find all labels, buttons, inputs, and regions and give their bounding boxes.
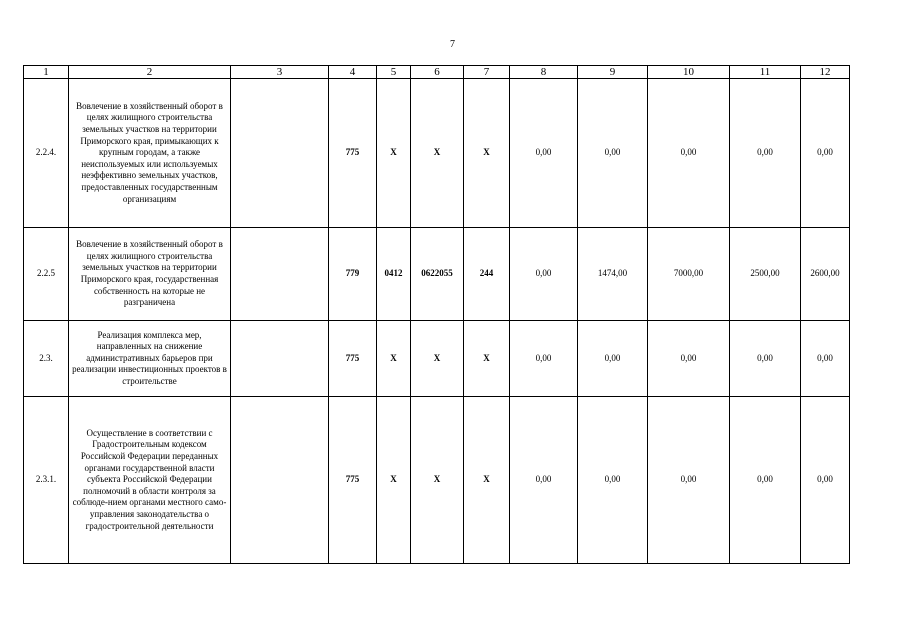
row-col7: Х (464, 321, 510, 397)
row-col10: 7000,00 (648, 228, 730, 321)
table-row (24, 79, 850, 228)
row-col6: Х (411, 321, 464, 397)
row-col10: 0,00 (648, 397, 730, 564)
row-col9: 1474,00 (578, 228, 648, 321)
row-number: 2.3. (24, 321, 69, 397)
row-col6: Х (411, 79, 464, 228)
row-col6: 0622055 (411, 228, 464, 321)
table-row (24, 321, 850, 397)
row-number: 2.3.1. (24, 397, 69, 564)
header-cell: 1 (24, 66, 69, 79)
row-col12: 2600,00 (801, 228, 850, 321)
row-col8: 0,00 (510, 397, 578, 564)
row-col7: Х (464, 79, 510, 228)
header-cell: 4 (329, 66, 377, 79)
row-description: Вовлечение в хозяйственный оборот в целях жилищного строительства земельных участков на территории Приморского края, государственная собственность на которые не разграничена (69, 228, 231, 321)
header-cell: 7 (464, 66, 510, 79)
row-col10: 0,00 (648, 79, 730, 228)
header-cell: 6 (411, 66, 464, 79)
row-number: 2.2.5 (24, 228, 69, 321)
row-col8: 0,00 (510, 228, 578, 321)
header-cell: 12 (801, 66, 850, 79)
row-col11: 0,00 (730, 79, 801, 228)
row-col4: 779 (329, 228, 377, 321)
row-description: Вовлечение в хозяйственный оборот в целях жилищного строительства земельных участков на территории Приморского края, примыкающих к крупным городам, а также неиспользуемых или используемых неэффективно земельных участков, предоставленных государственным организациям (69, 79, 231, 228)
header-cell: 3 (231, 66, 329, 79)
row-col3 (231, 228, 329, 321)
header-cell: 10 (648, 66, 730, 79)
header-cell: 5 (377, 66, 411, 79)
table-row (24, 397, 850, 564)
row-col7: Х (464, 397, 510, 564)
row-col5: 0412 (377, 228, 411, 321)
header-cell: 2 (69, 66, 231, 79)
header-cell: 11 (730, 66, 801, 79)
row-col3 (231, 79, 329, 228)
row-col9: 0,00 (578, 79, 648, 228)
row-description: Осуществление в соответствии с Градостроительным кодексом Российской Федерации переданных органами государственной власти субъекта Российской Федерации полномочий в области контроля за соблюде-нием органами местного само-управления законодательства о градостроительной деятельности (69, 397, 231, 564)
header-cell: 9 (578, 66, 648, 79)
row-col12: 0,00 (801, 397, 850, 564)
row-col9: 0,00 (578, 397, 648, 564)
row-col11: 2500,00 (730, 228, 801, 321)
row-col11: 0,00 (730, 397, 801, 564)
row-col12: 0,00 (801, 79, 850, 228)
row-col12: 0,00 (801, 321, 850, 397)
row-number: 2.2.4. (24, 79, 69, 228)
page-number: 7 (450, 39, 455, 50)
row-col8: 0,00 (510, 321, 578, 397)
row-col10: 0,00 (648, 321, 730, 397)
row-col5: Х (377, 79, 411, 228)
row-col5: Х (377, 397, 411, 564)
header-row (24, 66, 850, 79)
row-col9: 0,00 (578, 321, 648, 397)
row-col11: 0,00 (730, 321, 801, 397)
row-col6: Х (411, 397, 464, 564)
budget-table (23, 65, 850, 564)
row-col4: 775 (329, 321, 377, 397)
row-col5: Х (377, 321, 411, 397)
row-col7: 244 (464, 228, 510, 321)
row-description: Реализация комплекса мер, направленных на снижение административных барьеров при реализации инвестиционных проектов в строительстве (69, 321, 231, 397)
header-cell: 8 (510, 66, 578, 79)
row-col3 (231, 397, 329, 564)
table-row (24, 228, 850, 321)
row-col3 (231, 321, 329, 397)
row-col8: 0,00 (510, 79, 578, 228)
row-col4: 775 (329, 79, 377, 228)
row-col4: 775 (329, 397, 377, 564)
